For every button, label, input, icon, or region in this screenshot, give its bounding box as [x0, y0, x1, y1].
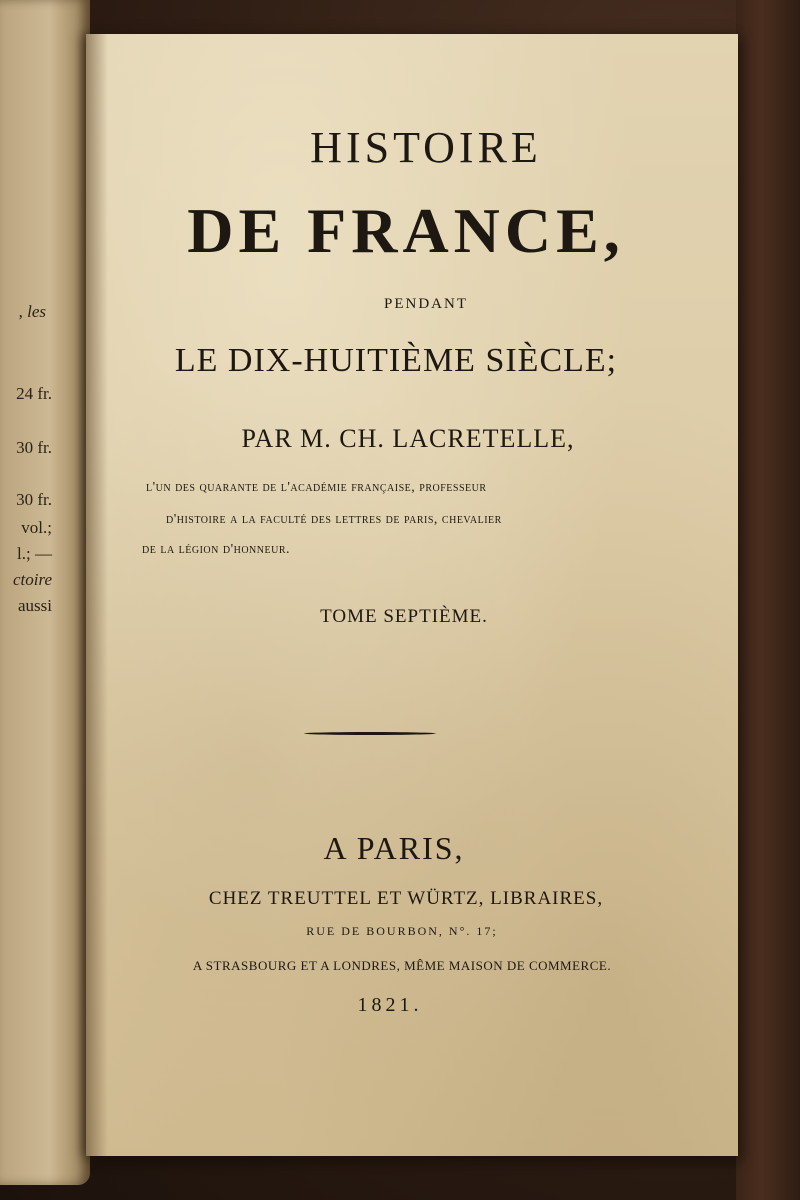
facing-page-line: vol.; [21, 518, 52, 537]
author-credentials-line: d'histoire a la faculté des lettres de paris, chevalier [166, 512, 502, 527]
title-line-1: HISTOIRE [310, 123, 542, 172]
facing-page-line: 24 fr. [16, 384, 52, 403]
author-credentials-line: l'un des quarante de l'académie française, professeur [146, 480, 487, 495]
subtitle: LE DIX-HUITIÈME SIÈCLE; [174, 342, 618, 379]
facing-page-line: ctoire [12, 570, 52, 589]
ornamental-rule [304, 732, 436, 735]
title-line-2: DE FRANCE, [187, 195, 625, 266]
imprint-city: A PARIS, [323, 830, 465, 866]
imprint-address: RUE DE BOURBON, N°. 17; [306, 924, 498, 938]
imprint-year: 1821. [357, 994, 423, 1016]
facing-page-line: aussi [18, 596, 52, 615]
imprint-branches: A STRASBOURG ET A LONDRES, MÊME MAISON DE COMMERCE. [192, 958, 612, 973]
title-connector: PENDANT [384, 296, 468, 312]
facing-page-line: , les [18, 302, 46, 321]
volume-number: TOME SEPTIÈME. [320, 606, 488, 627]
title-page [86, 34, 738, 1156]
author-credentials-line: de la légion d'honneur. [142, 542, 291, 557]
wooden-table [736, 0, 800, 1200]
facing-page-line: 30 fr. [16, 490, 52, 509]
facing-page-line: l.; — [17, 544, 52, 563]
author-line: PAR M. CH. LACRETELLE, [241, 424, 575, 453]
imprint-publisher: CHEZ TREUTTEL ET WÜRTZ, LIBRAIRES, [208, 888, 604, 909]
facing-page-line: 30 fr. [16, 438, 52, 457]
